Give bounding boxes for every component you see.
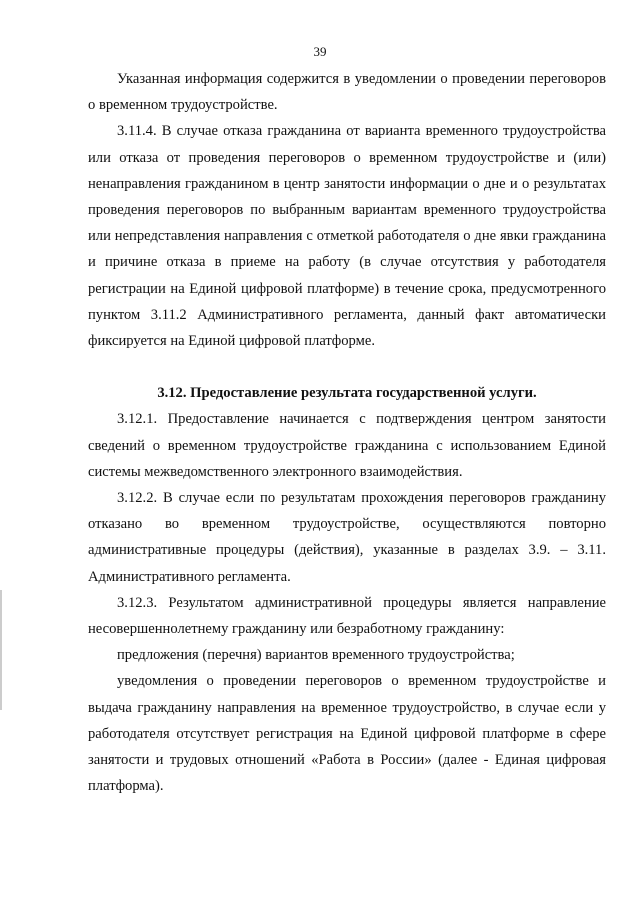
paragraph-3-12-1: 3.12.1. Предоставление начинается с подтверждения центром занятости сведений о временном трудоустройстве гражданина с использованием Единой системы межведомственного электронного взаимодействия.: [88, 411, 606, 480]
paragraph-3-11-4: 3.11.4. В случае отказа гражданина от варианта временного трудоустройства или отказа от проведения переговоров о временном трудоустройстве и (или) ненаправления гражданином в центр занятости информации о дне и о результатах проведения переговоров по выбранным вариантам временного трудоустройства или непредставления направления с отметкой работодателя о дне явки гражданина и причине отказа в приеме на работу (в случае отсутствия у работодателя регистрации на Единой цифровой платформе) в течение срока, предусмотренного пунктом 3.11.2 Административного регламента, данный факт автоматически фиксируется на Единой цифровой платформе.: [88, 123, 606, 350]
paragraph-3-12-2: 3.12.2. В случае если по результатам прохождения переговоров гражданину отказано во временном трудоустройстве, осуществляются повторно административные процедуры (действия), указанные в разделах 3.9. – 3.11. Административного регламента.: [88, 490, 606, 585]
paragraph-notice-info: Указанная информация содержится в уведомлении о проведении переговоров о временном трудоустройстве.: [88, 71, 606, 114]
document-body: [88, 66, 606, 799]
list-item-proposal: предложения (перечня) вариантов временного трудоустройства;: [117, 647, 515, 664]
paragraph-3-12-3: 3.12.3. Результатом административной процедуры является направление несовершеннолетнему гражданину или безработному гражданину:: [88, 594, 606, 638]
scan-edge-mark: [0, 590, 2, 710]
list-item-notification: уведомления о проведении переговоров о временном трудоустройстве и выдача гражданину направления на временное трудоустройство, в случае если у работодателя отсутствует регистрация на Единой цифровой платформе в сфере занятости и трудовых отношений «Работа в России» (далее - Единая цифровая платформа).: [88, 673, 606, 795]
page-number: 39: [313, 44, 327, 59]
section-heading-3-12: 3.12. Предоставление результата государственной услуги.: [157, 385, 537, 402]
